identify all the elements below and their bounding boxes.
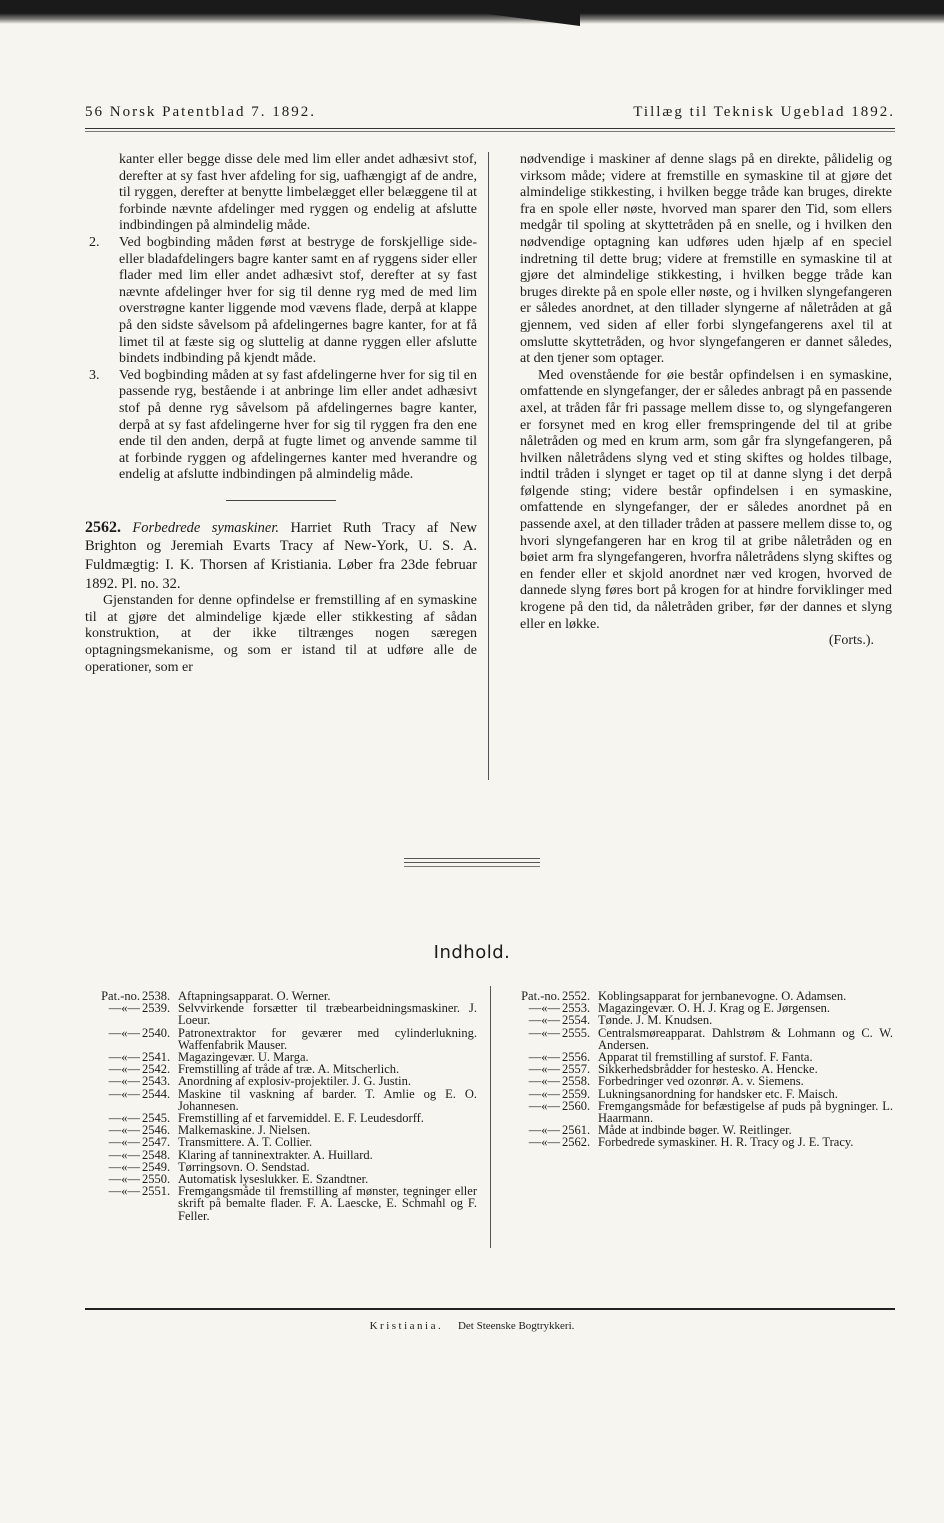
contents-list-right [505, 990, 893, 1149]
column-divider [488, 152, 489, 780]
contents-entry-number: 2557. [562, 1062, 591, 1077]
contents-entry-number: 2555. [562, 1025, 591, 1040]
contents-entry-prefix: —«— [108, 1001, 140, 1016]
description-paragraph: nødvendige i maskiner af denne slags på en direkte, pålidelig og virksom måde; videre at fremstille en symaskine til at gjøre det almindelige stikkesting, i hvilken begge tråde kan bruges, direkte fra en spole eller nøste, hvorved man sparer den Tid, som ellers medgår til spoling at skyttetråden på en snelle, og i hvilken den nødvendige optagning kan udføres uden hjælp af en speciel indretning til dette brug; videre at fremstille en symaskine til at gjøre det almindelige stikkesting, i hvilken begge tråde kan bruges direkte på en spole eller nøste, og i hvilken slyngefangeren er således anordnet, at den tillader slyngerne af nåletråden at gå gjennem, ved siden af eller forbi slyngefangerens axel til at omslutte skyttetråden, og hvor slyngefangeren er dannet således, at den tjener som optager. [520, 152, 892, 367]
contents-entry-number: 2559. [562, 1086, 591, 1101]
claim-number: 2. [89, 234, 100, 250]
contents-entry-number: 2546. [142, 1123, 171, 1138]
contents-entry-text: Automatisk lyseslukker. E. Szandtner. [178, 1172, 369, 1187]
contents-entry [85, 1136, 477, 1148]
contents-entry-prefix: —«— [528, 1098, 560, 1113]
claim-text: Ved bogbinding måden at sy fast afdelingerne hver for sig til en passende ryg, bestående i at anbringe lim eller andet adhæsivt stof på denne ryg såvelsom på afdelingernes bagre kanter, derpå at sy fast afdelingerne hver for sig til ryggen fra den ene ende til den anden, derpå at fugte limet og anvende samme til at forbinde ryggen og afdelingernes kanter med hverandre og endelig at afslutte indbindingen på almindelig måde. [119, 367, 477, 483]
contents-entry-prefix: —«— [108, 1111, 140, 1126]
header-right: Tillæg til Teknisk Ugeblad 1892. [633, 104, 895, 120]
contents-entry-prefix: —«— [108, 1086, 140, 1101]
header-left: 56 Norsk Patentblad 7. 1892. [85, 104, 316, 120]
contents-entry-text: Klaring af tanninextrakter. A. Huillard. [178, 1147, 373, 1162]
ornamental-rule [404, 866, 540, 867]
contents-entry-text: Koblingsapparat for jernbanevogne. O. Adamsen. [598, 989, 847, 1003]
contents-entry-number: 2550. [142, 1172, 171, 1187]
patent-details: Harriet Ruth Tracy af New Brighton og Jeremiah Evarts Tracy af New-York, U. S. A. Fuldmægtig: I. K. Thorsen af Kristiania. Løber fra 23de februar 1892. Pl. no. 32. [85, 519, 478, 592]
contents-entry [505, 1088, 893, 1100]
contents-entry [85, 1185, 477, 1222]
contents-entry-text: Transmittere. A. T. Collier. [178, 1135, 313, 1150]
claim-continuation: kanter eller begge disse dele med lim eller andet adhæsivt stof, derefter at sy fast hver afdeling for sig, uafhængigt af de andre, til ryggen, derefter at benytte limbelægget eller belæggene til at forbinde nævnte afdelinger med ryggen og endelig at afslutte indbindingen på almindelig måde. [119, 152, 477, 234]
claim-item [85, 235, 477, 368]
contents-entry-number: 2541. [142, 1050, 171, 1065]
patent-number: 2562. [85, 518, 121, 536]
contents-entry-text: Magazingevær. U. Marga. [178, 1050, 309, 1065]
contents-entry [85, 1149, 477, 1161]
contents-entry-number: 2561. [562, 1123, 591, 1138]
contents-entry-prefix: —«— [108, 1135, 140, 1150]
contents-heading: Indhold. [433, 942, 511, 963]
claim-number: 3. [89, 367, 100, 383]
contents-entry-text: Selvvirkende forsætter til træbearbeidningsmaskiner. J. Loeur. [178, 1001, 477, 1028]
contents-entry-number: 2556. [562, 1050, 591, 1065]
contents-entry [505, 1136, 893, 1148]
contents-entry-number: 2548. [142, 1147, 171, 1162]
ornamental-rule [404, 858, 540, 863]
contents-entry [505, 1100, 893, 1124]
contents-entry-prefix: —«— [108, 1074, 140, 1089]
contents-entry-number: 2558. [562, 1074, 591, 1089]
contents-entry-text: Tørringsovn. O. Sendstad. [178, 1159, 310, 1174]
contents-entry-text: Apparat til fremstilling af surstof. F. Fanta. [598, 1050, 813, 1065]
scan-edge-wedge [380, 0, 580, 26]
contents-divider [490, 986, 491, 1248]
right-column [520, 152, 892, 650]
contents-entry-text: Patronextraktor for geværer med cylinderlukning. Waffenfabrik Mauser. [178, 1025, 477, 1052]
contents-entry-prefix: —«— [528, 1013, 560, 1028]
contents-entry-text: Fremgangsmåde for befæstigelse af puds på bygninger. L. Haarmann. [598, 1098, 893, 1126]
contents-entry-number: 2553. [562, 1001, 591, 1016]
patent-body: Gjenstanden for denne opfindelse er fremstilling af en symaskine til at gjøre det almindelige kjæde eller stikkesting af sådan konstruktion, at der ikke tiltrænges nogen særegen optagningsmekanisme, og som er istand til at udføre alle de operationer, som er [85, 593, 477, 675]
contents-entry-text: Tønde. J. M. Knudsen. [598, 1013, 713, 1028]
contents-entry-number: 2554. [562, 1013, 591, 1028]
contents-list-left [85, 990, 477, 1222]
contents-entry-text: Centralsmøreapparat. Dahlstrøm & Lohmann og C. W. Andersen. [598, 1025, 893, 1052]
imprint-printer: Det Steenske Bogtrykkeri. [457, 1320, 575, 1332]
continued-note: (Forts.). [828, 633, 874, 649]
contents-entry [85, 1027, 477, 1051]
contents-entry [85, 1002, 477, 1026]
contents-entry-text: Måde at indbinde bøger. W. Reitlinger. [598, 1123, 792, 1138]
contents-entry-number: 2547. [142, 1135, 171, 1150]
contents-entry-text: Maskine til vaskning af barder. T. Amlie og E. O. Johannesen. [178, 1086, 477, 1113]
footer-rule [85, 1308, 895, 1310]
contents-entry-prefix: Pat.-no. [101, 989, 140, 1003]
contents-entry-prefix: —«— [528, 1123, 560, 1138]
contents-entry [85, 1075, 477, 1087]
contents-entry-prefix: —«— [528, 1050, 560, 1065]
imprint [0, 1320, 944, 1332]
contents-entry-prefix: —«— [108, 1172, 140, 1187]
contents-entry-text: Aftapningsapparat. O. Werner. [178, 989, 331, 1003]
contents-entry-number: 2549. [142, 1159, 171, 1174]
contents-entry-prefix: —«— [108, 1062, 140, 1077]
contents-entry-number: 2539. [142, 1001, 171, 1016]
contents-entry-text: Fremgangsmåde til fremstilling af mønster, tegninger eller skrift på bemalte flader. F. A. Laescke, E. Schmahl og F. Feller. [178, 1184, 477, 1223]
contents-entry [505, 1075, 893, 1087]
running-header [85, 104, 895, 126]
contents-entry-prefix: —«— [108, 1159, 140, 1174]
contents-entry-number: 2540. [142, 1025, 171, 1040]
contents-entry-prefix: —«— [108, 1147, 140, 1162]
contents-entry-number: 2543. [142, 1074, 171, 1089]
contents-entry-text: Magazingevær. O. H. J. Krag og E. Jørgensen. [598, 1001, 831, 1016]
contents-entry-text: Lukningsanordning for handsker etc. F. Maisch. [598, 1086, 838, 1101]
contents-entry-prefix: —«— [528, 1074, 560, 1089]
patent-heading [85, 519, 477, 593]
imprint-city: Kristiania. [369, 1320, 444, 1332]
contents-entry-text: Anordning af explosiv-projektiler. J. G. Justin. [178, 1074, 411, 1089]
contents-entry-prefix: —«— [528, 1135, 560, 1150]
section-divider [226, 500, 336, 501]
left-column [85, 152, 477, 676]
contents-entry-number: 2551. [142, 1184, 171, 1199]
contents-entry-prefix: Pat.-no. [521, 989, 560, 1003]
claim-item [85, 368, 477, 484]
contents-entry-prefix: —«— [528, 1086, 560, 1101]
contents-entry [505, 1027, 893, 1051]
contents-entry [85, 1088, 477, 1112]
contents-entry-prefix: —«— [528, 1062, 560, 1077]
contents-entry-number: 2562. [562, 1135, 591, 1150]
contents-entry-number: 2545. [142, 1111, 171, 1126]
contents-entry-prefix: —«— [528, 1025, 560, 1040]
patent-title: Forbedrede symaskiner. [132, 519, 280, 536]
contents-entry-prefix: —«— [108, 1050, 140, 1065]
contents-entry-number: 2542. [142, 1062, 171, 1077]
contents-entry-number: 2552. [562, 989, 591, 1003]
contents-entry-prefix: —«— [528, 1001, 560, 1016]
contents-entry-prefix: —«— [108, 1123, 140, 1138]
contents-entry-text: Fremstilling af et farvemiddel. E. F. Leudesdorff. [178, 1111, 424, 1126]
contents-entry-text: Sikkerhedsbrådder for hestesko. A. Hencke. [598, 1062, 818, 1077]
contents-entry-number: 2544. [142, 1086, 171, 1101]
claim-text: Ved bogbinding måden først at bestryge de forskjellige side- eller bladafdelingers bagre kanter samt en af ryggens sider eller flader med lim eller andet adhæsivt stof, derefter at sy fast nævnte afdelinger hver for sig til denne ryg med de med lim overstrøgne kanter liggende mod vævens flade, derpå at klappe på den sidste såvelsom på afdelingernes bagre kanter, for at få limet til at fæste sig og sluttelig at danne ryggen eller afslutte bindets indbinding på kjendt måde. [119, 234, 477, 367]
contents-entry-number: 2560. [562, 1098, 591, 1113]
contents-entry-text: Malkemaskine. J. Nielsen. [178, 1123, 311, 1138]
contents-entry-prefix: —«— [108, 1025, 140, 1040]
contents-entry-text: Forbedringer ved ozonrør. A. v. Siemens. [598, 1074, 804, 1089]
header-rule [85, 128, 895, 132]
contents-entry [505, 1014, 893, 1026]
contents-entry-number: 2538. [142, 989, 171, 1003]
contents-entry-text: Fremstilling af tråde af træ. A. Mitscherlich. [178, 1062, 400, 1077]
description-paragraph: Med ovenstående for øie består opfindelsen i en symaskine, omfattende en slyngefanger, der er således anbragt på en passende axel, at tråden får fri passage mellem disse to, og slyngefangeren er forsynet med en krog eller fremspringende del til at gribe nåletråden og med en krum arm, som går fra slyngefangeren, på hvilken nåletrådens slyng ved et sting skiftes og holdes tilbage, indtil tråden i slynget er taget op til at danne slyng i det derpå følgende sting; videre består opfindelsen i en symaskine, omfattende en slyngefanger, der er således anordnet på en passende axel, at den tillader tråden at passere mellem disse to, og hvori slyngefangeren har en krog til at gribe nåletråden og en bøiet arm fra slyngefangeren, hvorfra nåletrådens slyng skiftes og en fender eller et skjold anordnet nær ved krogen, hvorved de dannede slyng føres bort på krogen for at hindre forviklinger med krogene på den tid, da nåletråden griber, før der dannes et slyng eller en løkke. [520, 367, 892, 632]
contents-entry-prefix: —«— [108, 1184, 140, 1199]
contents-entry-text: Forbedrede symaskiner. H. R. Tracy og J. E. Tracy. [598, 1135, 854, 1150]
